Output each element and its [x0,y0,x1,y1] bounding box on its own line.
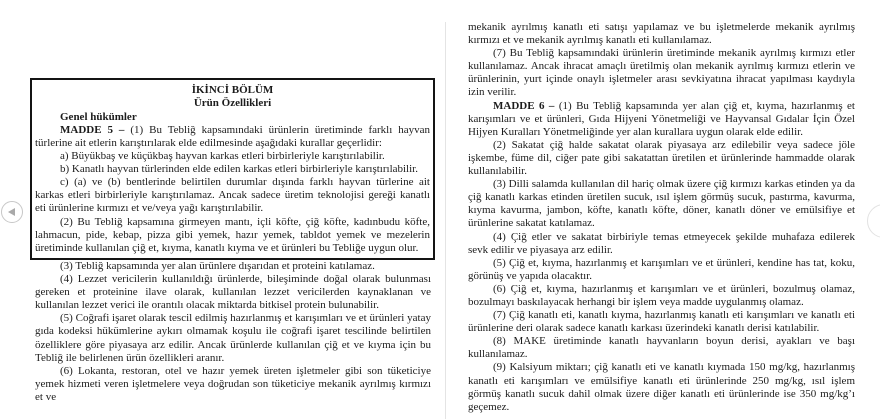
paragraph-text: (1) Bu Tebliğ kapsamındaki ürünlerin üretiminde farklı hayvan türlerine ait etlerin karıştırılarak elde edilmesinde aşağıdaki kurallar geçerlidir: [35,123,430,149]
paragraph-text: (3) Tebliğ kapsamında yer alan ürünlere dışarıdan et proteini katılamaz. [60,260,375,272]
paragraph-text: mekanik ayrılmış kanatlı eti satışı yapılamaz ve bu işletmelerde mekanik ayrılmış kırmızı et ve mekanik ayrılmış kanatlı eti kullanılamaz. [468,21,855,47]
paragraph-text: (9) Kalsiyum miktarı; çiğ kanatlı eti ve kanatlı kıymada 150 mg/kg, hazırlanmış kanatlı eti karışımları ve emülsifiye kanatlı eti ürünlerinde 250 mg/kg, ısıl işlem görmüş kanatlı sucuk dahil olmak üzere diğer kanatlı eti ürünlerinde ise 350 mg/kg’ı geçemez. [468,361,855,413]
paragraph-text: (1) Bu Tebliğ kapsamında yer alan çiğ et, kıyma, hazırlanmış et karışımları ve et ürünleri, Gıda Hijyeni Yönetmeliği ve Hayvansal Gıdalar İçin Özel Hijyen Kuralları Yönetmeliğinde yer alan kurallara uygun olarak elde edilir. [468,99,855,138]
paragraph [468,335,855,361]
paragraph-text: (2) Sakatat çiğ halde sakatat olarak piyasaya arz edilebilir veya sadece jöle işkembe, füme dil, ciğer pate gibi sakatattan üretilen et ürünlerinde hammadde olarak kullanılabilir. [468,138,855,178]
chevron-left-icon [8,208,15,216]
prev-page-button[interactable] [1,201,23,223]
paragraph-text: (8) MAKE üretiminde kanatlı hayvanların boyun derisi, ayakları ve başı kullanılamaz. [468,335,855,361]
document-page-right [446,0,880,419]
paragraph-text: (6) Lokanta, restoran, otel ve hazır yemek üreten işletmeler gibi son tüketiciye yemek hizmeti veren işletmelere veya doğrudan son tüketiciye mekanik ayrılmış kırmızı et ve [35,364,431,403]
paragraph-text: (2) Bu Tebliğ kapsamına girmeyen mantı, içli köfte, çiğ köfte, kadınbudu köfte, lahmacun, pide, kebap, pizza gibi yemek, hazır yemek, tabldot yemek ve mezelerin üretiminde kullanılan çiğ et, kıyma, kanatlı kıyma ve et ürünleri bu Tebliğe uygun olur. [35,215,430,254]
paragraph [468,309,855,335]
paragraph [468,257,855,283]
left-page-body [35,260,431,404]
paragraph [35,216,430,255]
paragraph-text: a) Büyükbaş ve küçükbaş hayvan karkas etleri birbirleriyle karıştırılabilir. [60,150,385,163]
paragraph-text: (4) Lezzet vericilerin kullanıldığı ürünlerde, bileşiminde doğal olarak bulunması gereken et proteinine ilave olarak, kullanılan lezzet vericilerden kaynaklanan ve kullanılan lezzet verici ile orantılı olacak miktarda bitkisel protein bulunabilir. [35,273,431,312]
paragraph [35,163,430,176]
chapter-subheading: Ürün Özellikleri [193,97,272,110]
paragraph [468,361,855,413]
chapter-heading: İKİNCİ BÖLÜM [191,84,274,96]
paragraph [468,100,855,139]
paragraph [35,150,430,163]
paragraph [35,312,431,364]
paragraph [468,21,855,47]
paragraph [468,47,855,99]
paragraph [35,176,430,215]
paragraph [35,124,430,150]
paragraph [35,260,431,273]
paragraph [35,273,431,312]
highlighted-clause-box [30,78,435,260]
paragraph [468,231,855,257]
paragraph-text: (3) Dilli salamda kullanılan dil hariç olmak üzere çiğ kırmızı karkas etinden ya da çiğ kanatlı karkas etinden üretilen sucuk, ısıl işlem görmüş sucuk, pastırma, kavurma, kıyma kavurma, jambon, köfte, kanatlı köfte, döner, kanatlı döner ve emülsifiye et ürünlerine sakatat katılamaz. [468,178,855,230]
article-number: MADDE 6 – [493,99,559,112]
paragraph [468,283,855,309]
paragraph-text: (6) Çiğ et, kıyma, hazırlanmış et karışımları ve et ürünleri, bozulmuş olamaz, bozulmayı baskılayacak herhangi bir işlem veya madde uygulanmış olamaz. [468,282,855,308]
right-page-body [468,21,855,414]
paragraph-text: (5) Çiğ et, kıyma, hazırlanmış et karışımları ve et ürünleri, kendine has tat, koku, görünüş ve yapıda olacaktır. [468,256,855,282]
paragraph-text: b) Kanatlı hayvan türlerinden elde edilen karkas etleri birbirleriyle karıştırılabilir. [60,163,418,176]
article-number: MADDE 5 – [60,123,131,136]
paragraph-text: (4) Çiğ etler ve sakatat birbiriyle temas etmeyecek şekilde muhafaza edilerek sevk edilir ve piyasaya arz edilir. [468,230,855,256]
paragraph-text: (7) Çiğ kanatlı eti, kanatlı kıyma, hazırlanmış kanatlı eti karışımları ve kanatlı eti ürünlerine deri olarak sadece kanatlı karkası üzerindeki kanatlı derisi katılabilir. [468,309,855,335]
paragraph [35,365,431,404]
paragraph [468,139,855,178]
paragraph-text: (5) Coğrafi işaret olarak tescil edilmiş hazırlanmış et karışımları ve et ürünleri yatay gıda kodeksi hükümlerine aykırı olmamak koşulu ile coğrafi işaret tescilinde belirtilen özelliklere göre piyasaya arz edilir. Ancak ürünlerde kullanılan çiğ et ve kıyma için bu Tebliğ ile belirlenen ürün özellikleri aranır. [35,312,431,364]
paragraph-text: (7) Bu Tebliğ kapsamındaki ürünlerin üretiminde mekanik ayrılmış kırmızı etler kullanılamaz. Ancak ihracat amaçlı üretilmiş olan mekanik ayrılmış kırmızı etlerin ve ürünlerinin, yurt içinde onaylı işletmeler arası sevkiyatına ihracat yapılması kaydıyla izin verilir. [468,47,855,99]
paragraph [468,178,855,230]
paragraph-text: c) (a) ve (b) bentlerinde belirtilen durumlar dışında farklı hayvan türlerine ait karkas etleri birbirleriyle karıştırılamaz. Ancak sadece üretim teknolojisi gereği kanatlı eti ürünlerine kırmızı et ve/veya yağı karıştırılabilir. [35,176,430,215]
section-heading: Genel hükümler [60,110,137,123]
